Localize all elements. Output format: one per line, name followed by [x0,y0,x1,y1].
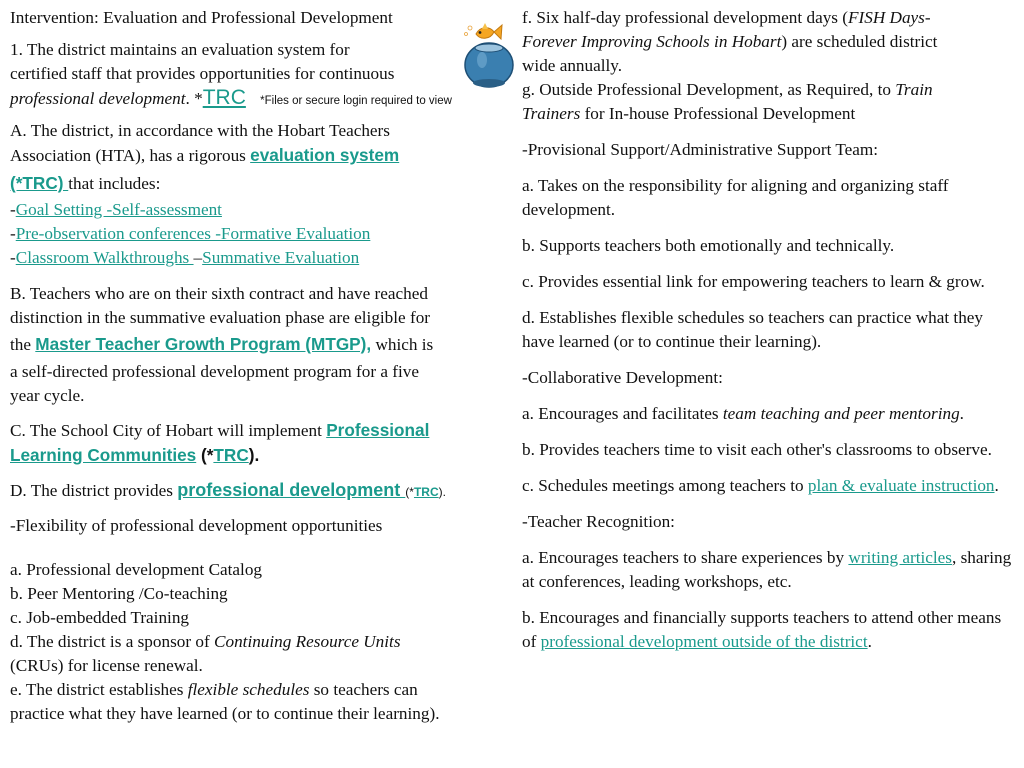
prov-item-d [522,306,1016,354]
recog-a-text: a. Encourages teachers to share experiences by [522,548,849,567]
flex-item-d-line2: (CRUs) for license renewal. [10,656,203,675]
summative-evaluation-link[interactable]: Summative Evaluation [202,248,360,267]
f-italic-1: FISH Days- [848,8,931,27]
pC-open: (* [196,445,214,465]
paragraph-1 [10,38,515,113]
pC-line1: C. The School City of Hobart will implement [10,421,327,440]
prov-item-d-text: d. Establishes flexible schedules so teachers can practice what they have learned (or to continue their learning). [522,308,984,351]
f-text: f. Six half-day professional development days ( [522,8,849,27]
plc-link-2[interactable]: Learning Communities [10,445,197,465]
prov-item-b [522,234,1016,258]
page-heading [10,6,515,30]
f-text-3: wide annually. [522,56,623,75]
files-note: *Files or secure login required to view [260,95,452,107]
flex-item-b: b. Peer Mentoring /Co-teaching [10,584,228,603]
flex-item-e-line2: practice what they have learned (or to continue their learning). [10,704,440,723]
dash-2: - [10,224,16,243]
mtgp-link[interactable]: Master Teacher Growth Program (MTGP), [35,334,372,354]
item-f [522,6,1016,78]
plc-link-1[interactable]: Professional [326,420,430,440]
evaluation-system-link[interactable]: evaluation system [250,145,400,165]
prov-item-c [522,270,1016,294]
pre-observation-link[interactable]: Pre-observation conferences -Formative Evaluation [15,224,371,243]
collab-a-italic: team teaching and peer mentoring [722,404,960,423]
collab-c-text: c. Schedules meetings among teachers to [522,476,808,495]
flex-item-e-end: so teachers can [309,680,418,699]
collab-item-a [522,402,1016,426]
trc-link-2[interactable]: (*TRC) [10,173,69,193]
trc-link-1[interactable]: TRC [202,86,246,109]
trc-link-3[interactable]: TRC [213,445,249,465]
plan-evaluate-link[interactable]: plan & evaluate instruction [807,476,995,495]
collab-b-text: b. Provides teachers time to visit each other's classrooms to observe. [522,440,992,459]
pB-line3: the [10,335,36,354]
flex-item-d-italic: Continuing Resource Units [214,632,401,651]
prov-item-a-text: a. Takes on the responsibility for aligning and organizing staff development. [522,176,949,219]
collab-c-end: . [994,476,999,495]
classroom-walkthroughs-link[interactable]: Classroom Walkthroughs [15,248,194,267]
pD-open: (* [405,485,414,499]
en-dash: – [193,248,203,267]
trc-link-4[interactable]: TRC [413,485,439,499]
flex-item-e: e. The district establishes [10,680,188,699]
p1-line2: certified staff that provides opportunities for continuous [10,64,395,83]
flexibility-heading [10,514,515,538]
heading-text: Intervention: Evaluation and Professional Development [10,8,393,27]
recog-b-end: . [867,632,872,651]
recog-b-text: b. Encourages and financially supports teachers to attend other means of [522,608,1002,651]
prov-item-b-text: b. Supports teachers both emotionally and technically. [522,236,895,255]
dash-1: - [10,200,16,219]
pA-line2: Association (HTA), has a rigorous [10,146,251,165]
pA-line3: that includes: [68,174,161,193]
pB-line5: year cycle. [10,386,85,405]
collaborative-heading [522,366,1016,390]
pB-line3-end: which is [371,335,434,354]
professional-development-link[interactable]: professional development [177,480,406,500]
p1-line1: 1. The district maintains an evaluation system for [10,40,350,59]
pd-outside-district-link[interactable]: professional development outside of the district [540,632,868,651]
collab-a-text: a. Encourages and facilitates [522,404,723,423]
f-text-2: ) are scheduled district [781,32,938,51]
pD-close: ). [438,485,446,499]
prov-item-c-text: c. Provides essential link for empowering teachers to learn & grow. [522,272,985,291]
paragraph-c [10,418,515,468]
recog-a-end: , sharing at conferences, leading workshops, etc. [522,548,1012,591]
recognition-heading [522,510,1016,534]
p1-italic: professional development [10,89,186,108]
pD-text: D. The district provides [10,481,178,500]
goal-setting-link[interactable]: Goal Setting -Self-assessment [15,200,222,219]
collab-a-end: . [959,404,964,423]
prov-item-a [522,174,1016,222]
dash-3: - [10,248,16,267]
g-italic-2: Trainers [522,104,581,123]
paragraph-d [10,478,515,504]
collab-item-c [522,474,1016,498]
flex-item-a: a. Professional development Catalog [10,560,263,579]
pC-close: ). [248,445,260,465]
p1-end: . * [185,89,203,108]
item-g [522,78,1016,126]
left-column [10,0,515,726]
g-italic-1: Train [895,80,933,99]
paragraph-b [10,282,515,408]
pB-line1: B. Teachers who are on their sixth contract and have reached [10,284,428,303]
recog-item-a [522,546,1016,594]
flex-heading-text: -Flexibility of professional development opportunities [10,516,383,535]
collab-item-b [522,438,1016,462]
prov-heading-text: -Provisional Support/Administrative Support Team: [522,140,879,159]
recog-item-b [522,606,1016,654]
pB-line4: a self-directed professional development program for a five [10,362,419,381]
right-column [522,0,1016,654]
paragraph-a [10,119,515,270]
f-italic-2: Forever Improving Schools in Hobart [522,32,782,51]
provisional-heading [522,138,1016,162]
flex-item-d: d. The district is a sponsor of [10,632,215,651]
flex-item-c: c. Job-embedded Training [10,608,190,627]
pB-line2: distinction in the summative evaluation phase are eligible for [10,308,431,327]
flexibility-list [10,558,515,726]
flex-item-e-italic: flexible schedules [187,680,310,699]
g-text-2: for In-house Professional Development [580,104,856,123]
g-text: g. Outside Professional Development, as Required, to [522,80,896,99]
writing-articles-link[interactable]: writing articles [848,548,952,567]
collab-heading-text: -Collaborative Development: [522,368,723,387]
pA-line1: A. The district, in accordance with the Hobart Teachers [10,121,390,140]
recog-heading-text: -Teacher Recognition: [522,512,675,531]
